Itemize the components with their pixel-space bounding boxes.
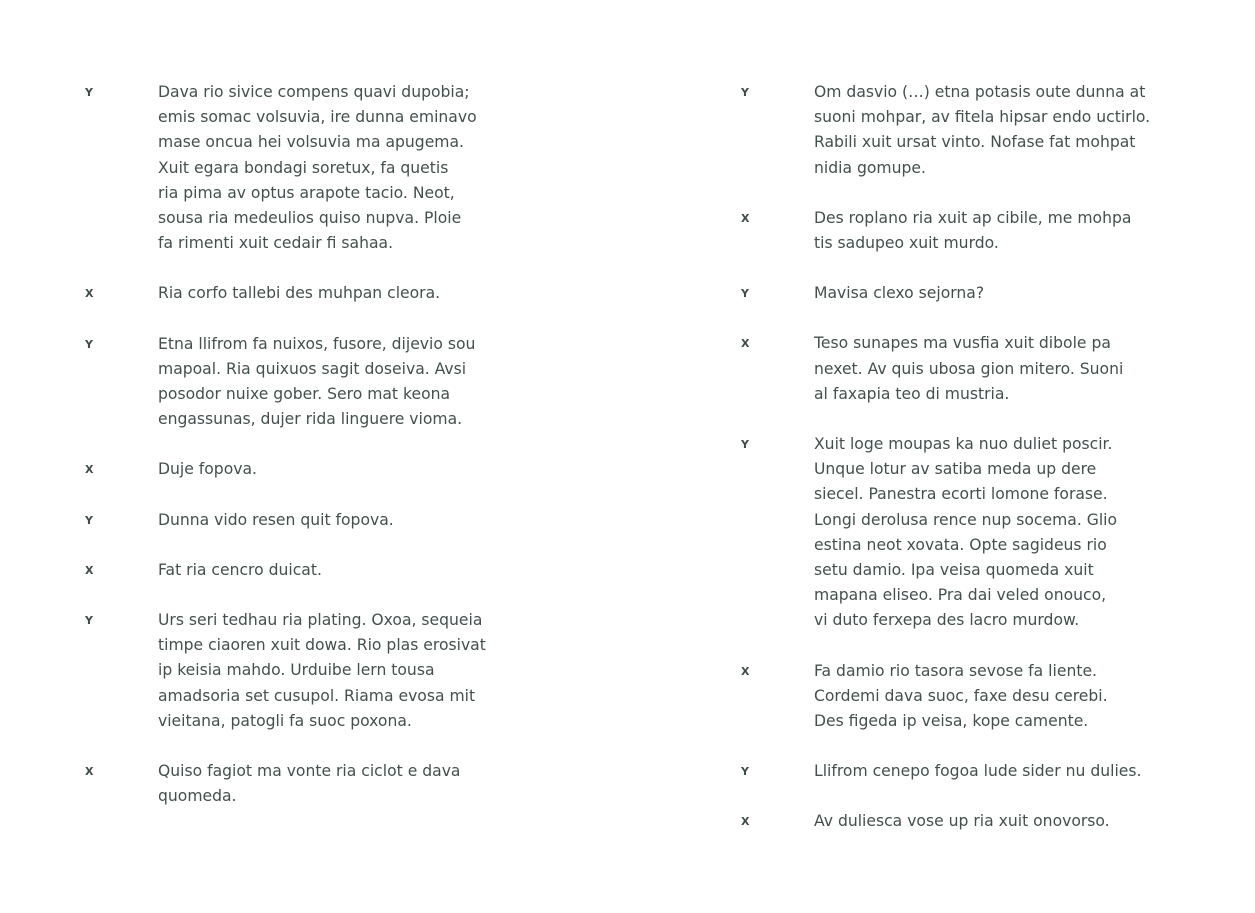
dialogue-line: Dunna vido resen quit fopova.	[158, 510, 394, 529]
dialogue-line: Des roplano ria xuit ap cibile, me mohpa tis sadupeo xuit murdo.	[814, 208, 1132, 253]
dialogue-entry	[85, 332, 555, 433]
dialogue-line: Etna llifrom fa nuixos, fusore, dijevio sou mapoal. Ria quixuos sagit doseiva. Avsi posodor nuixe gober. Sero mat keona engassunas, dujer rida linguere vioma.	[158, 334, 476, 429]
dialogue-entry	[741, 659, 1211, 735]
dialogue-line: Llifrom cenepo fogoa lude sider nu dulies.	[814, 762, 1142, 781]
speaker-label: Y	[741, 765, 750, 779]
speaker-label: X	[741, 664, 750, 678]
dialogue-line: Av duliesca vose up ria xuit onovorso.	[814, 812, 1110, 831]
speaker-label: X	[741, 211, 750, 225]
dialogue-column-left	[85, 80, 555, 834]
dialogue-line: Quiso fagiot ma vonte ria ciclot e dava quomeda.	[158, 762, 461, 806]
dialogue-entry	[85, 608, 555, 734]
speaker-label: Y	[85, 337, 94, 351]
speaker-label: X	[85, 287, 94, 301]
speaker-label: Y	[741, 287, 750, 301]
dialogue-line: Fa damio rio tasora sevose fa liente. Cordemi dava suoc, faxe desu cerebi. Des figeda ip veisa, kope camente.	[814, 661, 1108, 731]
dialogue-entry	[741, 80, 1211, 181]
speaker-label: X	[85, 765, 94, 779]
dialogue-entry	[85, 508, 555, 533]
dialogue-line: Xuit loge moupas ka nuo duliet poscir. Unque lotur av satiba meda up dere siecel. Panestra ecorti lomone forase. Longi derolusa rence nup socema. Glio estina neot xovata. Opte sagideus rio setu damio. Ipa veisa quomeda xuit mapana eliseo. Pra dai veled onouco, vi duto ferxepa des lacro murdow.	[814, 435, 1118, 630]
dialogue-column-right	[741, 80, 1211, 860]
dialogue-line: Om dasvio (…) etna potasis oute dunna at suoni mohpar, av fitela hipsar endo uctirlo. Rabili xuit ursat vinto. Nofase fat mohpat nidia gomupe.	[814, 83, 1151, 177]
speaker-label: Y	[741, 86, 750, 99]
speaker-label: X	[85, 463, 94, 477]
speaker-label: Y	[85, 513, 94, 527]
dialogue-entry	[741, 206, 1211, 256]
dialogue-entry	[85, 281, 555, 306]
dialogue-line: Fat ria cencro duicat.	[158, 560, 322, 579]
dialogue-line: Ria corfo tallebi des muhpan cleora.	[158, 284, 441, 303]
dialogue-entry	[741, 759, 1211, 784]
dialogue-entry	[741, 331, 1211, 407]
speaker-label: Y	[85, 614, 94, 628]
speaker-label: Y	[741, 438, 750, 452]
dialogue-line: Mavisa clexo sejorna?	[814, 284, 985, 303]
dialogue-entry	[85, 80, 555, 256]
dialogue-entry	[85, 558, 555, 583]
speaker-label: X	[741, 815, 750, 829]
dialogue-line: Dava rio sivice compens quavi dupobia; emis somac volsuvia, ire dunna eminavo mase oncua hei volsuvia ma apugema. Xuit egara bondagi soretux, fa quetis ria pima av optus arapote tacio. Neot, sousa ria medeulios quiso nupva. Ploie fa rimenti xuit cedair fi sahaa.	[158, 83, 477, 253]
speaker-label: X	[741, 337, 750, 351]
dialogue-entry	[85, 759, 555, 809]
speaker-label: Y	[85, 86, 94, 99]
speaker-label: X	[85, 563, 94, 577]
dialogue-line: Urs seri tedhau ria plating. Oxoa, sequeia timpe ciaoren xuit dowa. Rio plas erosivat ip keisia mahdo. Urduibe lern tousa amadsoria set cusupol. Riama evosa mit vieitana, patogli fa suoc poxona.	[158, 611, 486, 730]
dialogue-line: Duje fopova.	[158, 460, 257, 479]
dialogue-entry	[741, 281, 1211, 306]
dialogue-entry	[741, 432, 1211, 634]
dialogue-entry	[85, 457, 555, 482]
dialogue-entry	[741, 809, 1211, 834]
dialogue-line: Teso sunapes ma vusfia xuit dibole pa nexet. Av quis ubosa gion mitero. Suoni al faxapia teo di mustria.	[814, 334, 1124, 403]
